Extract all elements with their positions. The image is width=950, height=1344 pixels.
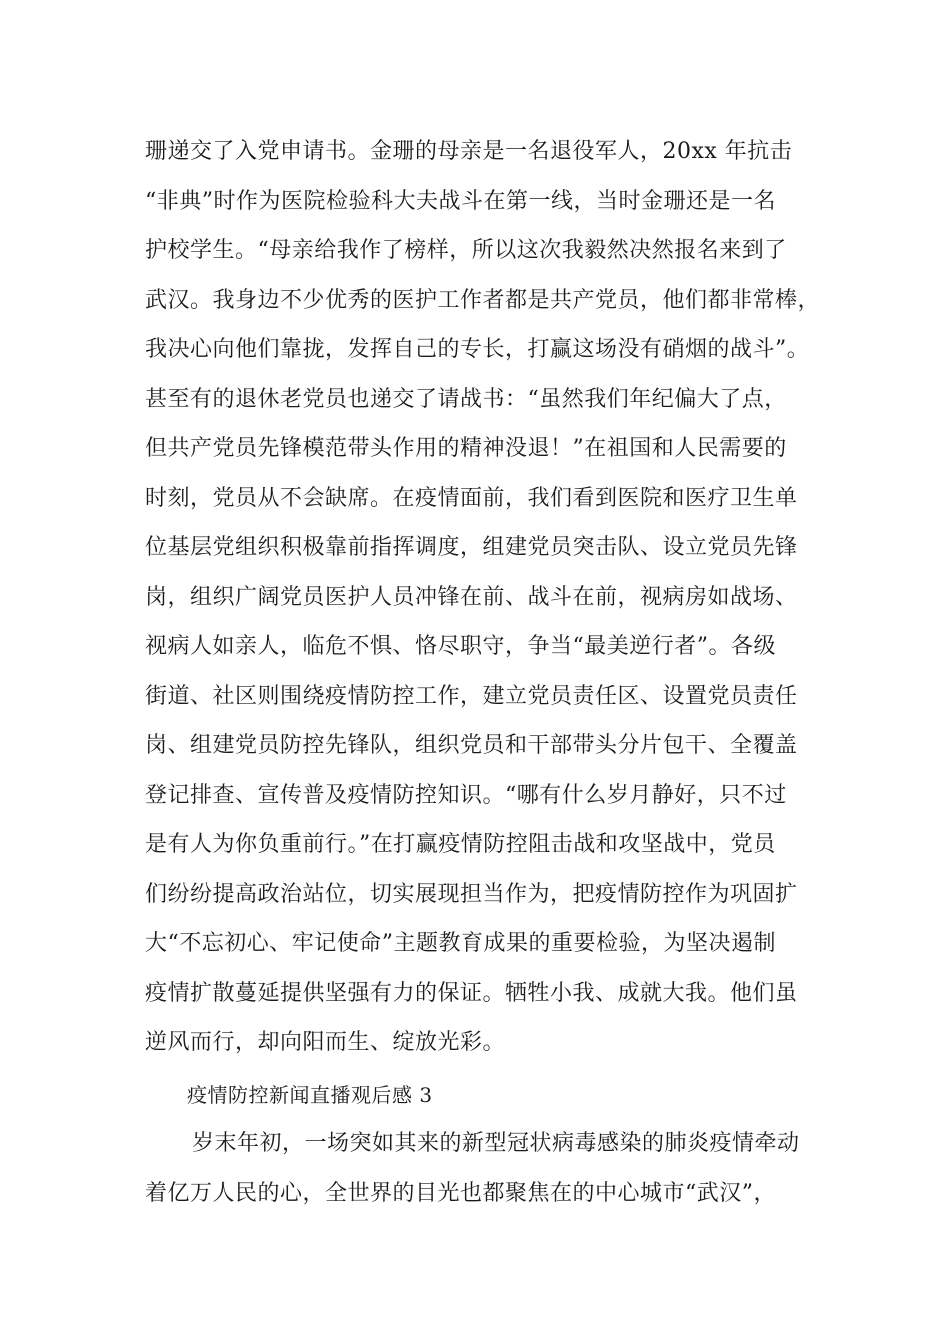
text-line: 甚至有的退休老党员也递交了请战书：“虽然我们年纪偏大了点，: [145, 387, 787, 412]
text-line: 岗、组建党员防控先锋队，组织党员和干部带头分片包干、全覆盖: [145, 733, 798, 758]
text-line: 街道、社区则围绕疫情防控工作，建立党员责任区、设置党员责任: [145, 684, 798, 709]
text-line: 们纷纷提高政治站位，切实展现担当作为，把疫情防控作为巩固扩: [145, 882, 798, 907]
text-line: 位基层党组织积极靠前指挥调度，组建党员突击队、设立党员先锋: [145, 535, 798, 560]
text-line: 登记排查、宣传普及疫情防控知识。“哪有什么岁月静好，只不过: [145, 783, 787, 808]
text-line: 岗，组织广阔党员医护人员冲锋在前、战斗在前，视病房如战场、: [145, 585, 798, 610]
text-line: 武汉。我身边不少优秀的医护工作者都是共产党员，他们都非常棒，: [145, 288, 821, 313]
text-line: 但共产党员先锋模范带头作用的精神没退！”在祖国和人民需要的: [145, 436, 787, 461]
section-heading: 疫情防控新闻直播观后感 3: [187, 1083, 433, 1107]
text-line: 我决心向他们靠拢，发挥自己的专长，打赢这场没有硝烟的战斗”。: [145, 337, 810, 362]
text-line: 疫情扩散蔓延提供坚强有力的保证。牺牲小我、成就大我。他们虽: [145, 981, 798, 1006]
text-line: 是有人为你负重前行。”在打赢疫情防控阻击战和攻坚战中，党员: [145, 832, 776, 857]
text-line: “非典”时作为医院检验科大夫战斗在第一线，当时金珊还是一名: [145, 189, 776, 214]
text-line: 着亿万人民的心，全世界的目光也都聚焦在的中心城市“武汉”，: [145, 1181, 776, 1206]
text-line: 大“不忘初心、牢记使命”主题教育成果的重要检验，为坚决遏制: [145, 931, 776, 956]
text-line: 时刻，党员从不会缺席。在疫情面前，我们看到医院和医疗卫生单: [145, 486, 798, 511]
text-line: 护校学生。“母亲给我作了榜样，所以这次我毅然决然报名来到了: [145, 238, 787, 263]
text-line: 岁末年初，一场突如其来的新型冠状病毒感染的肺炎疫情牵动: [192, 1131, 800, 1156]
text-line: 珊递交了入党申请书。金珊的母亲是一名退役军人，20xx 年抗击: [145, 139, 793, 164]
text-line: 逆风而行，却向阳而生、绽放光彩。: [145, 1030, 506, 1055]
text-line: 视病人如亲人，临危不惧、恪尽职守，争当“最美逆行者”。各级: [145, 634, 776, 659]
